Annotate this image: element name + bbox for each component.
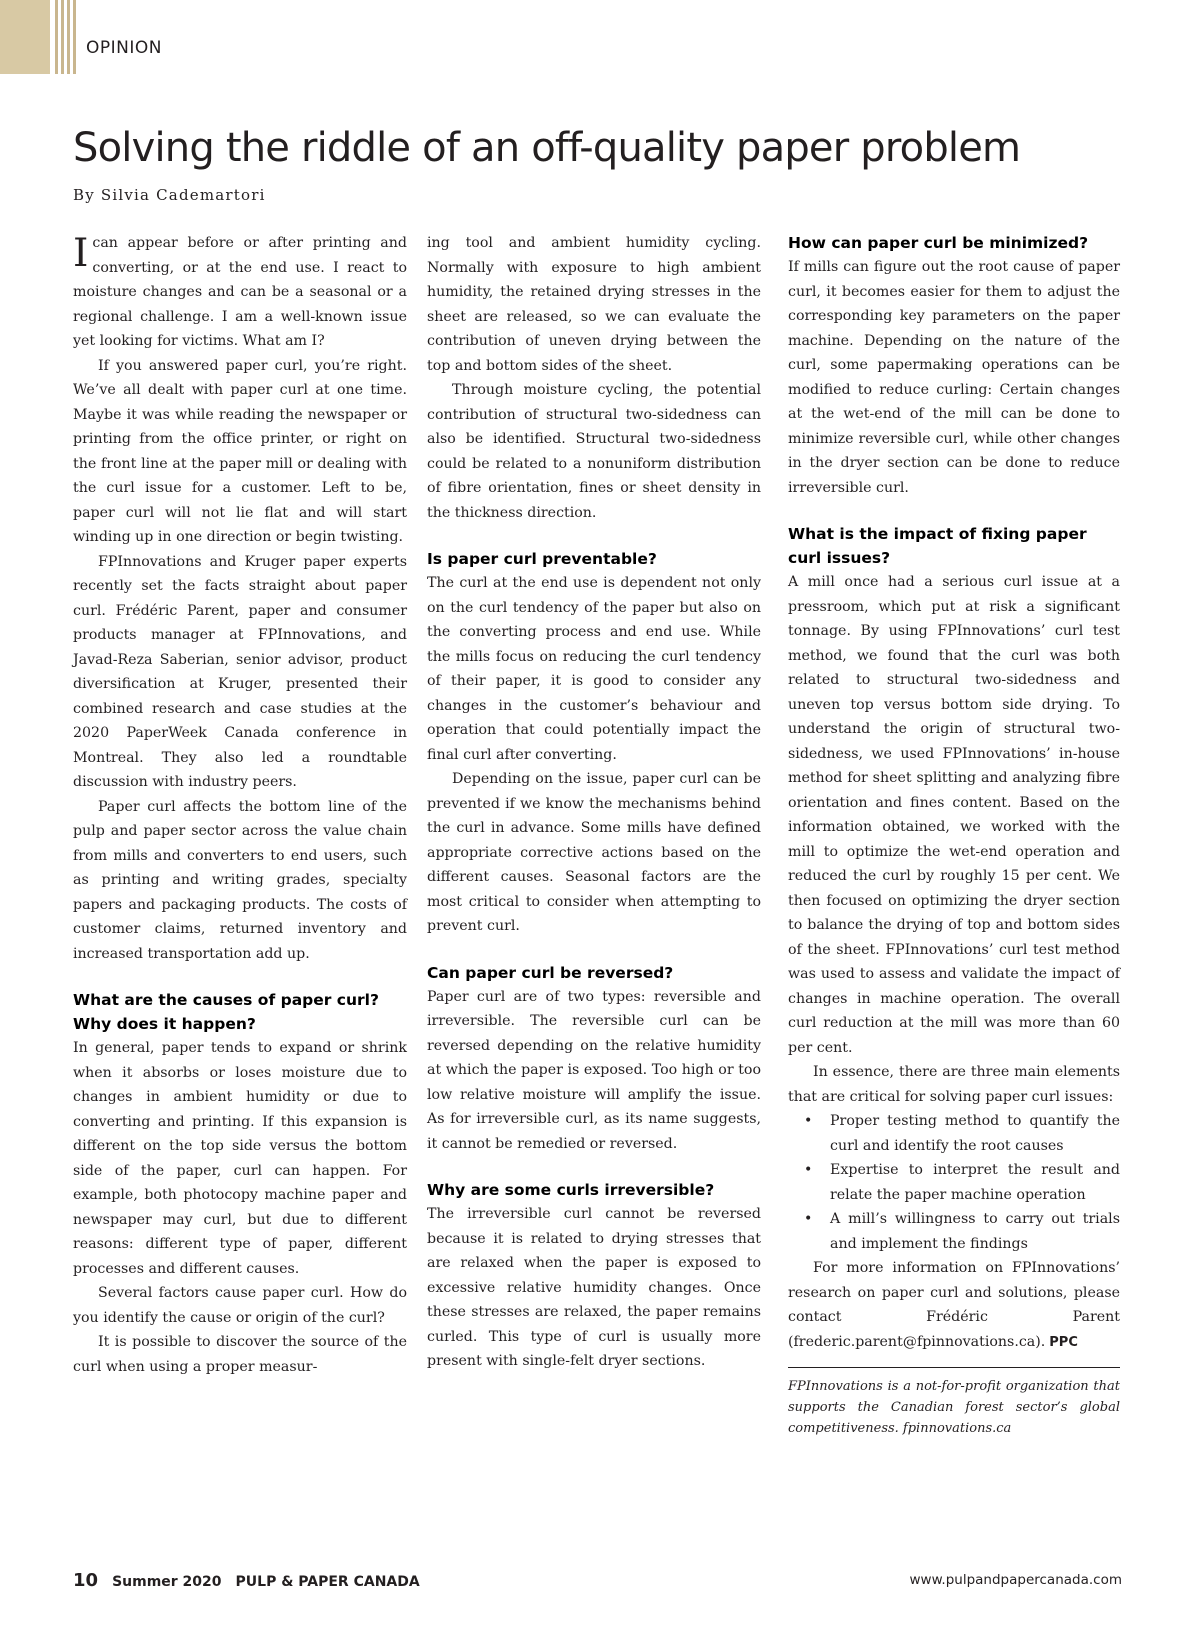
body-paragraph: If mills can figure out the root cause of paper curl, it becomes easier for them to adjust the corresponding key parameters on the paper machine. Depending on the nature of the curl, some papermaking operations can be modified to reduce curling: Certain changes at the wet-end of the mill can be done to minimize reversible curl, while other changes in the dryer section can be done to reduce irreversible curl. <box>788 259 1120 496</box>
intro-paragraph <box>73 231 407 354</box>
subheading-reverse: Can paper curl be reversed? <box>427 963 674 982</box>
body-paragraph: Paper curl are of two types: reversible and irreversible. The reversible curl can be reversed depending on the relative humidity at which the paper is exposed. Too high or too low relative moisture will amplify the issue. As for irreversible curl, as its name suggests, it cannot be remedied or reversed. <box>427 988 761 1152</box>
publication-name: PULP & PAPER CANADA <box>235 1574 420 1590</box>
subheading-minimize: How can paper curl be minimized? <box>788 234 1089 252</box>
section-color-tab <box>0 0 50 74</box>
author-footnote: FPInnovations is a not-for-profit organization that supports the Canadian forest sector’s global competitiveness. fpinnovations.ca <box>788 1379 1120 1436</box>
article-column-2-content <box>427 231 761 1374</box>
issue-date: Summer 2020 <box>112 1574 222 1590</box>
body-paragraph: The irreversible curl cannot be reversed because it is related to drying stresses that are relaxed when the paper is exposed to excessive relative humidity changes. Once these stresses are relaxed, the paper remains curled. This type of curl is usually more present with single-felt dryer sections. <box>427 1206 761 1369</box>
body-paragraph: A mill once had a serious curl issue at a pressroom, which put at risk a significant tonnage. By using FPInnovations’ curl test method, we found that the curl was both related to structural two-sidedness and uneven top versus bottom side drying. To understand the origin of structural two-sidedness, we used FPInnovations’ in-house method for sheet splitting and analyzing fibre orientation and fines content. Based on the information obtained, we worked with the mill to optimize the wet-end operation and reduced the curl by roughly 15 per cent. We then focused on optimizing the dryer section to balance the drying of top and bottom sides of the sheet. FPInnovations’ curl test method was used to assess and validate the impact of changes in machine operation. The overall curl reduction at the mill was more than 60 per cent. <box>788 574 1120 1056</box>
article-column-3 <box>788 231 1120 1439</box>
page-number: 10 <box>73 1570 99 1591</box>
bullet-icon: • <box>804 1113 813 1129</box>
body-paragraph-continued: ing tool and ambient humidity cycling. Normally with exposure to high ambient humidity, the retained drying stresses in the sheet are released, so we can evaluate the contribution of uneven drying between the top and bottom sides of the sheet. <box>427 235 761 374</box>
subheading-prevent: Is paper curl preventable? <box>427 550 657 568</box>
bullet-list <box>788 1109 1120 1256</box>
body-paragraph: It is possible to discover the source of the curl when using a proper measur- <box>73 1334 407 1375</box>
body-paragraph: Depending on the issue, paper curl can be prevented if we know the mechanisms behind the curl in advance. Some mills have defined appropriate corrective actions based on the different causes. Seasonal factors are the most critical to consider when attempting to prevent curl. <box>427 771 761 934</box>
bullet-item: • Expertise to interpret the result and relate the paper machine operation <box>788 1158 1120 1207</box>
body-paragraph: Several factors cause paper curl. How do you identify the cause or origin of the curl? <box>73 1285 407 1326</box>
subheading-causes: What are the causes of paper curl? Why does it happen? <box>73 991 379 1033</box>
subheading-irreversible: Why are some curls irreversible? <box>427 1181 715 1199</box>
body-paragraph: Paper curl affects the bottom line of the pulp and paper sector across the value chain from mills and converters to end users, such as printing and writing grades, specialty papers and packaging products. The costs of customer claims, returned inventory and increased transportation add up. <box>73 798 407 962</box>
bullet-icon: • <box>804 1211 813 1227</box>
bullet-item: • Proper testing method to quantify the curl and identify the root causes <box>788 1109 1120 1158</box>
body-paragraph: In general, paper tends to expand or shrink when it absorbs or loses moisture due to changes in ambient humidity or due to converting and printing. If this expansion is different on the top side versus the bottom side of the paper, curl can happen. For example, both photocopy machine paper and newspaper may curl, but due to different reasons: different type of paper, different processes and different causes. <box>73 1040 407 1277</box>
section-label: OPINION <box>86 38 162 58</box>
website-url: www.pulpandpapercanada.com <box>909 1572 1122 1588</box>
section-stripe-decoration <box>55 0 77 74</box>
article-column-1 <box>73 231 407 1379</box>
page-footer <box>73 1570 420 1591</box>
body-paragraph: FPInnovations and Kruger paper experts recently set the facts straight about paper curl. Frédéric Parent, paper and consumer products manager at FPInnovations, and Javad-Reza Saberian, senior advisor, product diversification at Kruger, presented their combined research and case studies at the 2020 PaperWeek Canada conference in Montreal. They also led a roundtable discussion with industry peers. <box>73 553 407 790</box>
body-paragraph: For more information on FPInnovations’ research on paper curl and solutions, please contact Frédéric Parent (frederic.parent@fpinnovations.ca). PPC <box>788 1260 1120 1350</box>
footnote-divider <box>788 1367 1120 1368</box>
article-byline: By Silvia Cademartori <box>73 186 266 204</box>
bullet-icon: • <box>804 1162 813 1178</box>
drop-cap: I <box>73 231 89 276</box>
intro-text: can appear before or after printing and converting, or at the end use. I react to moisture changes and can be a seasonal or a regional challenge. I am a well-known issue yet looking for victims. What am I? <box>73 235 407 349</box>
body-paragraph: Through moisture cycling, the potential contribution of structural two-sidedness can also be identified. Structural two-sidedness could be related to a nonuniform distribution of fibre orientation, fines or sheet density in the thickness direction. <box>427 382 761 521</box>
subheading-impact: What is the impact of fixing paper curl issues? <box>788 525 1087 567</box>
bullet-item: • A mill’s willingness to carry out trials and implement the findings <box>788 1207 1120 1256</box>
body-paragraph: In essence, there are three main elements that are critical for solving paper curl issues: <box>788 1064 1120 1105</box>
article-title: Solving the riddle of an off-quality paper problem <box>73 125 1021 171</box>
body-paragraph: If you answered paper curl, you’re right. We’ve all dealt with paper curl at one time. Maybe it was while reading the newspaper or printing from the office printer, or right on the front line at the paper mill or dealing with the curl issue for a customer. Left to be, paper curl will not lie flat and will start winding up in one direction or begin twisting. <box>73 357 407 545</box>
signoff-ppc: PPC <box>1049 1334 1078 1350</box>
body-paragraph: The curl at the end use is dependent not only on the curl tendency of the paper but also on the converting process and end use. While the mills focus on reducing the curl tendency of their paper, it is good to consider any changes in the customer’s behaviour and operation that could potentially impact the final curl after converting. <box>427 575 761 763</box>
